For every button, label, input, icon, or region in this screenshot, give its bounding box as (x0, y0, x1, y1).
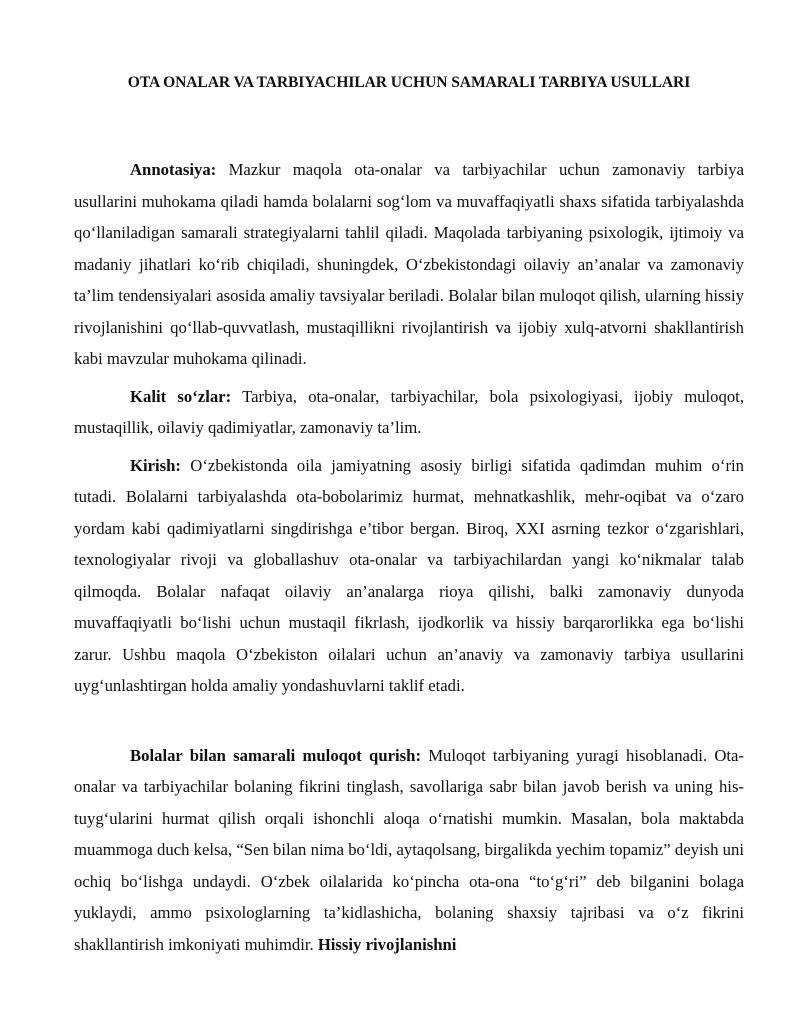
paragraph-text: Muloqot tarbiyaning yuragi hisoblanadi. Ota-onalar va tarbiyachilar bolaning fikrini tinglash, savollariga sabr bilan javob berish va uning his-tuyg‘ularini hurmat qilish orqali ishonchli aloqa o‘rnatishi mumkin. Masalan, bola maktabda muammoga duch kelsa, “Sen bilan nima bo‘ldi, aytaqolsang, birgalikda yechim topamiz” deyish uni ochiq bo‘lishga undaydi. O‘zbek oilalarida ko‘pincha ota-ona “to‘g‘ri” deb bilganini bolaga yuklaydi, ammo psixologlarning ta’kidlashicha, bolaning shaxsiy tajribasi va o‘z fikrini shakllantirish imkoniyati muhimdir. (74, 745, 744, 954)
paragraph-lead: Kalit so‘zlar: (130, 386, 232, 406)
paragraph-lead: Annotasiya: (130, 160, 217, 179)
paragraph-keywords (74, 381, 744, 444)
paragraph-text: Mazkur maqola ota-onalar va tarbiyachilar uchun zamonaviy tarbiya usullarini muhokama qiladi hamda bolalarni sog‘lom va muvaffaqiyatli shaxs sifatida tarbiyalashda qo‘llaniladigan samarali strategiyalarni tahlil qiladi. Maqolada tarbiyaning psixologik, ijtimoiy va madaniy jihatlari ko‘rib chiqiladi, shuningdek, O‘zbekistondagi oilaviy an’analar va zamonaviy ta’lim tendensiyalari asosida amaliy tavsiyalar beriladi. Bolalar bilan muloqot qilish, ularning hissiy rivojlanishini qo‘llab-quvvatlash, mustaqillikni rivojlantirish va ijobiy xulq-atvorni shakllantirish kabi mavzular muhokama qilinadi. (74, 160, 744, 368)
paragraph-introduction (74, 450, 744, 702)
document-title: OTA ONALAR VA TARBIYACHILAR UCHUN SAMARALI TARBIYA USULLARI (127, 74, 691, 91)
paragraph-trailing-bold: Hissiy rivojlanishni (317, 934, 457, 954)
paragraph-communication (74, 740, 744, 961)
paragraph-text: O‘zbekistonda oila jamiyatning asosiy birligi sifatida qadimdan muhim o‘rin tutadi. Bolalarni tarbiyalashda ota-bobolarimiz hurmat, mehnatkashlik, mehr-oqibat va o‘zaro yordam kabi qadimiyatlarni singdirishga e’tibor bergan. Biroq, XXI asrning tezkor o‘zgarishlari, texnologiyalar rivoji va globallashuv ota-onalar va tarbiyachilardan yangi ko‘nikmalar talab qilmoqda. Bolalar nafaqat oilaviy an’analarga rioya qilishi, balki zamonaviy dunyoda muvaffaqiyatli bo‘lishi uchun mustaqil fikrlash, ijodkorlik va hissiy barqarorlikka ega bo‘lishi zarur. Ushbu maqola O‘zbekiston oilalari uchun an’anaviy va zamonaviy tarbiya usullarini uyg‘unlashtirgan holda amaliy yondashuvlarni taklif etadi. (74, 455, 744, 695)
paragraph-lead: Kirish: (130, 455, 181, 475)
document-body (74, 154, 744, 960)
paragraph-annotation (74, 154, 744, 375)
paragraph-text: Tarbiya, ota-onalar, tarbiyachilar, bola psixologiyasi, ijobiy muloqot, mustaqillik, oilaviy qadimiyatlar, zamonaviy ta’lim. (74, 386, 744, 437)
paragraph-lead: Bolalar bilan samarali muloqot qurish: (130, 745, 421, 765)
